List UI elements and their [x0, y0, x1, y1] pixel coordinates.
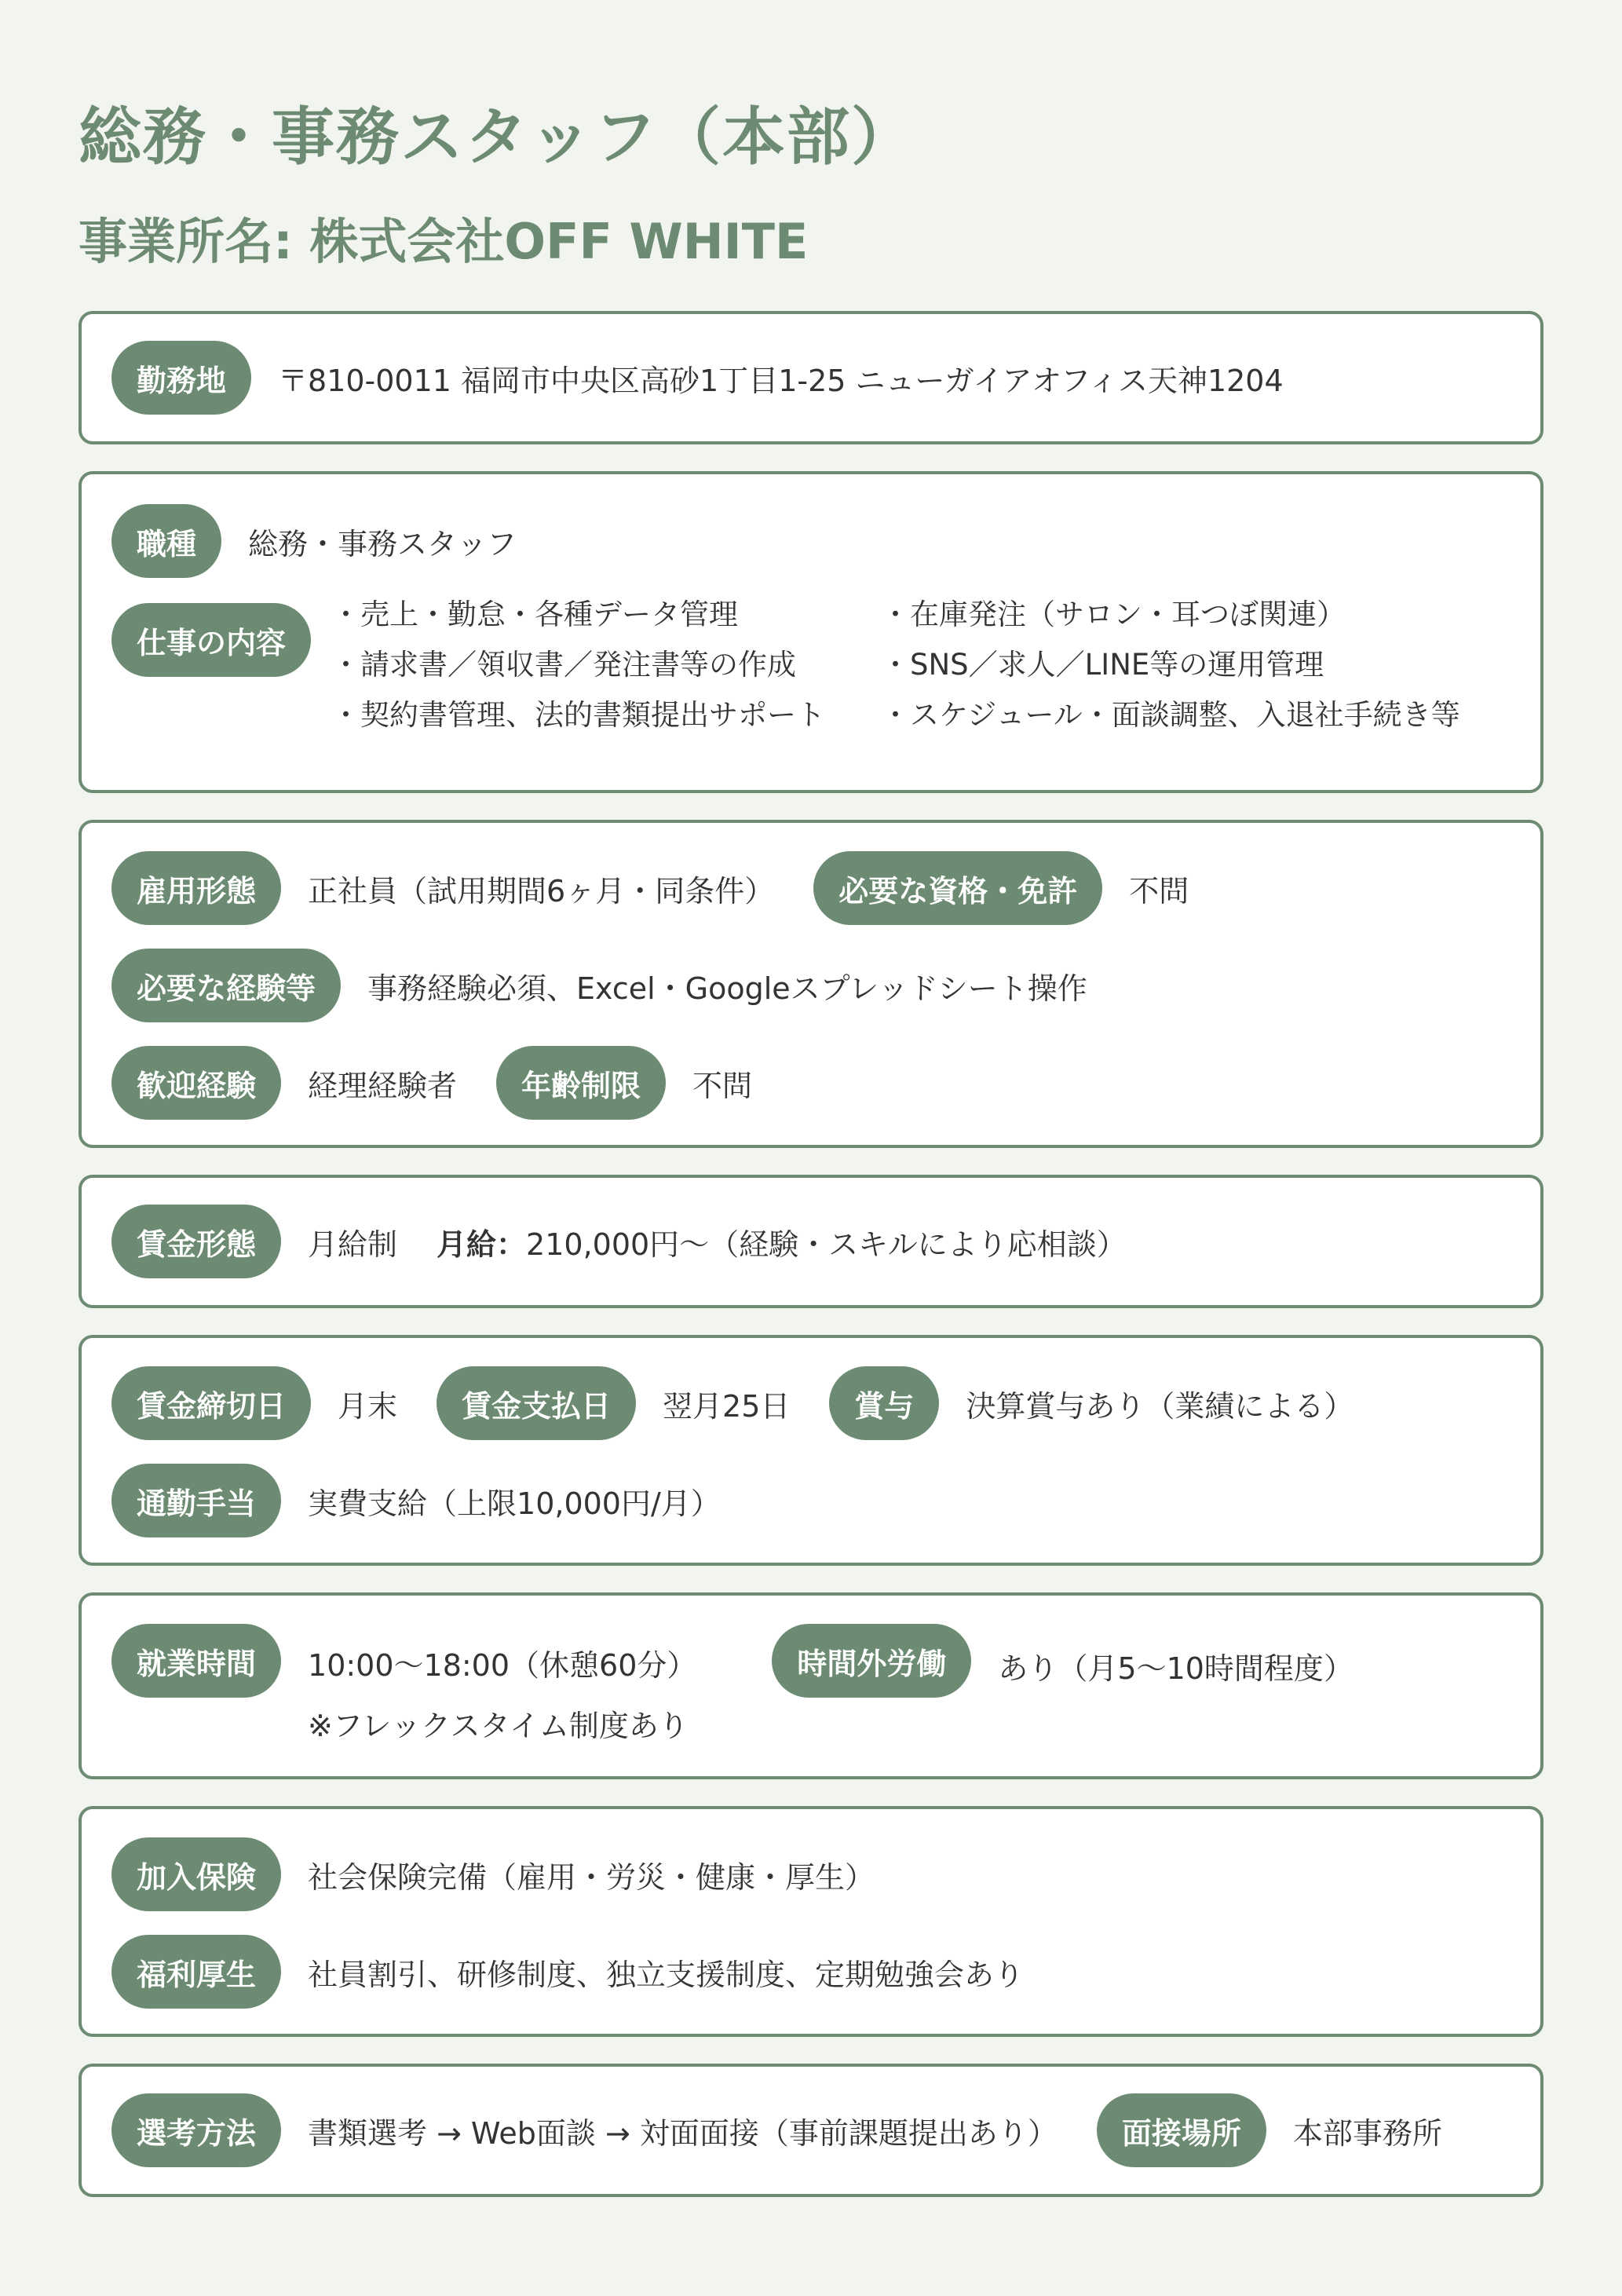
selection-label: 選考方法	[111, 2093, 281, 2167]
overtime-value: あり（月5〜10時間程度）	[998, 1651, 1353, 1686]
job-type-value: 総務・事務スタッフ	[248, 526, 517, 561]
bonus-label: 賞与	[829, 1366, 939, 1440]
payday-label: 賃金支払日	[437, 1366, 636, 1440]
payday-value: 翌月25日	[663, 1388, 791, 1424]
pay-card	[79, 1335, 1543, 1566]
company-name: 事業所名: 株式会社OFF WHITE	[79, 213, 809, 270]
commute-value: 実費支給（上限10,000円/月）	[308, 1486, 721, 1521]
hours-card	[79, 1592, 1543, 1779]
commute-label: 通勤手当	[111, 1464, 281, 1537]
location-card	[79, 311, 1543, 444]
interview-place-label: 面接場所	[1097, 2093, 1266, 2167]
hours-label: 就業時間	[111, 1624, 281, 1698]
wage-label: 賃金形態	[111, 1205, 281, 1278]
benefits-card	[79, 1806, 1543, 2037]
age-label: 年齢制限	[496, 1046, 666, 1120]
flextime-note: ※フレックスタイム制度あり	[308, 1709, 689, 1743]
selection-value: 書類選考 → Web面談 → 対面面接（事前課題提出あり）	[308, 2115, 1058, 2151]
page-title: 総務・事務スタッフ（本部）	[79, 101, 915, 174]
requirements-card	[79, 820, 1543, 1148]
overtime-label: 時間外労働	[772, 1624, 971, 1698]
duty-item: ・在庫発注（サロン・耳つぼ関連）	[881, 598, 1346, 631]
wage-card	[79, 1175, 1543, 1308]
employment-value: 正社員（試用期間6ヶ月・同条件）	[308, 873, 775, 909]
age-value: 不問	[692, 1068, 753, 1103]
insurance-label: 加入保険	[111, 1837, 281, 1911]
welfare-label: 福利厚生	[111, 1935, 281, 2009]
duty-item: ・売上・勤怠・各種データ管理	[331, 598, 739, 631]
welfare-value: 社員割引、研修制度、独立支援制度、定期勉強会あり	[308, 1957, 1025, 1992]
wage-type: 月給制	[308, 1227, 398, 1262]
monthly-wage-value: 210,000円〜（経験・スキルにより応相談）	[526, 1227, 1127, 1262]
duty-item: ・スケジュール・面談調整、入退社手続き等	[881, 698, 1460, 732]
selection-card	[79, 2064, 1543, 2197]
bonus-value: 決算賞与あり（業績による）	[966, 1388, 1354, 1424]
job-type-label: 職種	[111, 504, 221, 578]
license-value: 不問	[1129, 873, 1189, 909]
insurance-value: 社会保険完備（雇用・労災・健康・厚生）	[308, 1859, 875, 1895]
duty-item: ・契約書管理、法的書類提出サポート	[331, 698, 826, 732]
duty-item: ・請求書／領収書／発注書等の作成	[331, 648, 797, 682]
location-value: 〒810-0011 福岡市中央区高砂1丁目1-25 ニューガイアオフィス天神1204	[278, 363, 1284, 398]
experience-label: 必要な経験等	[111, 949, 341, 1022]
duty-item: ・SNS／求人／LINE等の運用管理	[881, 648, 1324, 682]
welcome-value: 経理経験者	[308, 1068, 458, 1103]
hours-value: 10:00〜18:00（休憩60分）	[308, 1648, 697, 1683]
monthly-wage-label: 月給：	[437, 1227, 527, 1262]
license-label: 必要な資格・免許	[813, 851, 1102, 925]
monthly-wage	[437, 1220, 1127, 1263]
experience-value: 事務経験必須、Excel・Googleスプレッドシート操作	[367, 971, 1087, 1006]
employment-label: 雇用形態	[111, 851, 281, 925]
cutoff-label: 賃金締切日	[111, 1366, 311, 1440]
welcome-label: 歓迎経験	[111, 1046, 281, 1120]
job-card	[79, 471, 1543, 793]
interview-place-value: 本部事務所	[1292, 2115, 1442, 2151]
duties-label: 仕事の内容	[111, 603, 311, 677]
location-label: 勤務地	[111, 341, 251, 415]
cutoff-value: 月末	[338, 1388, 398, 1424]
duties-list	[331, 595, 1460, 735]
